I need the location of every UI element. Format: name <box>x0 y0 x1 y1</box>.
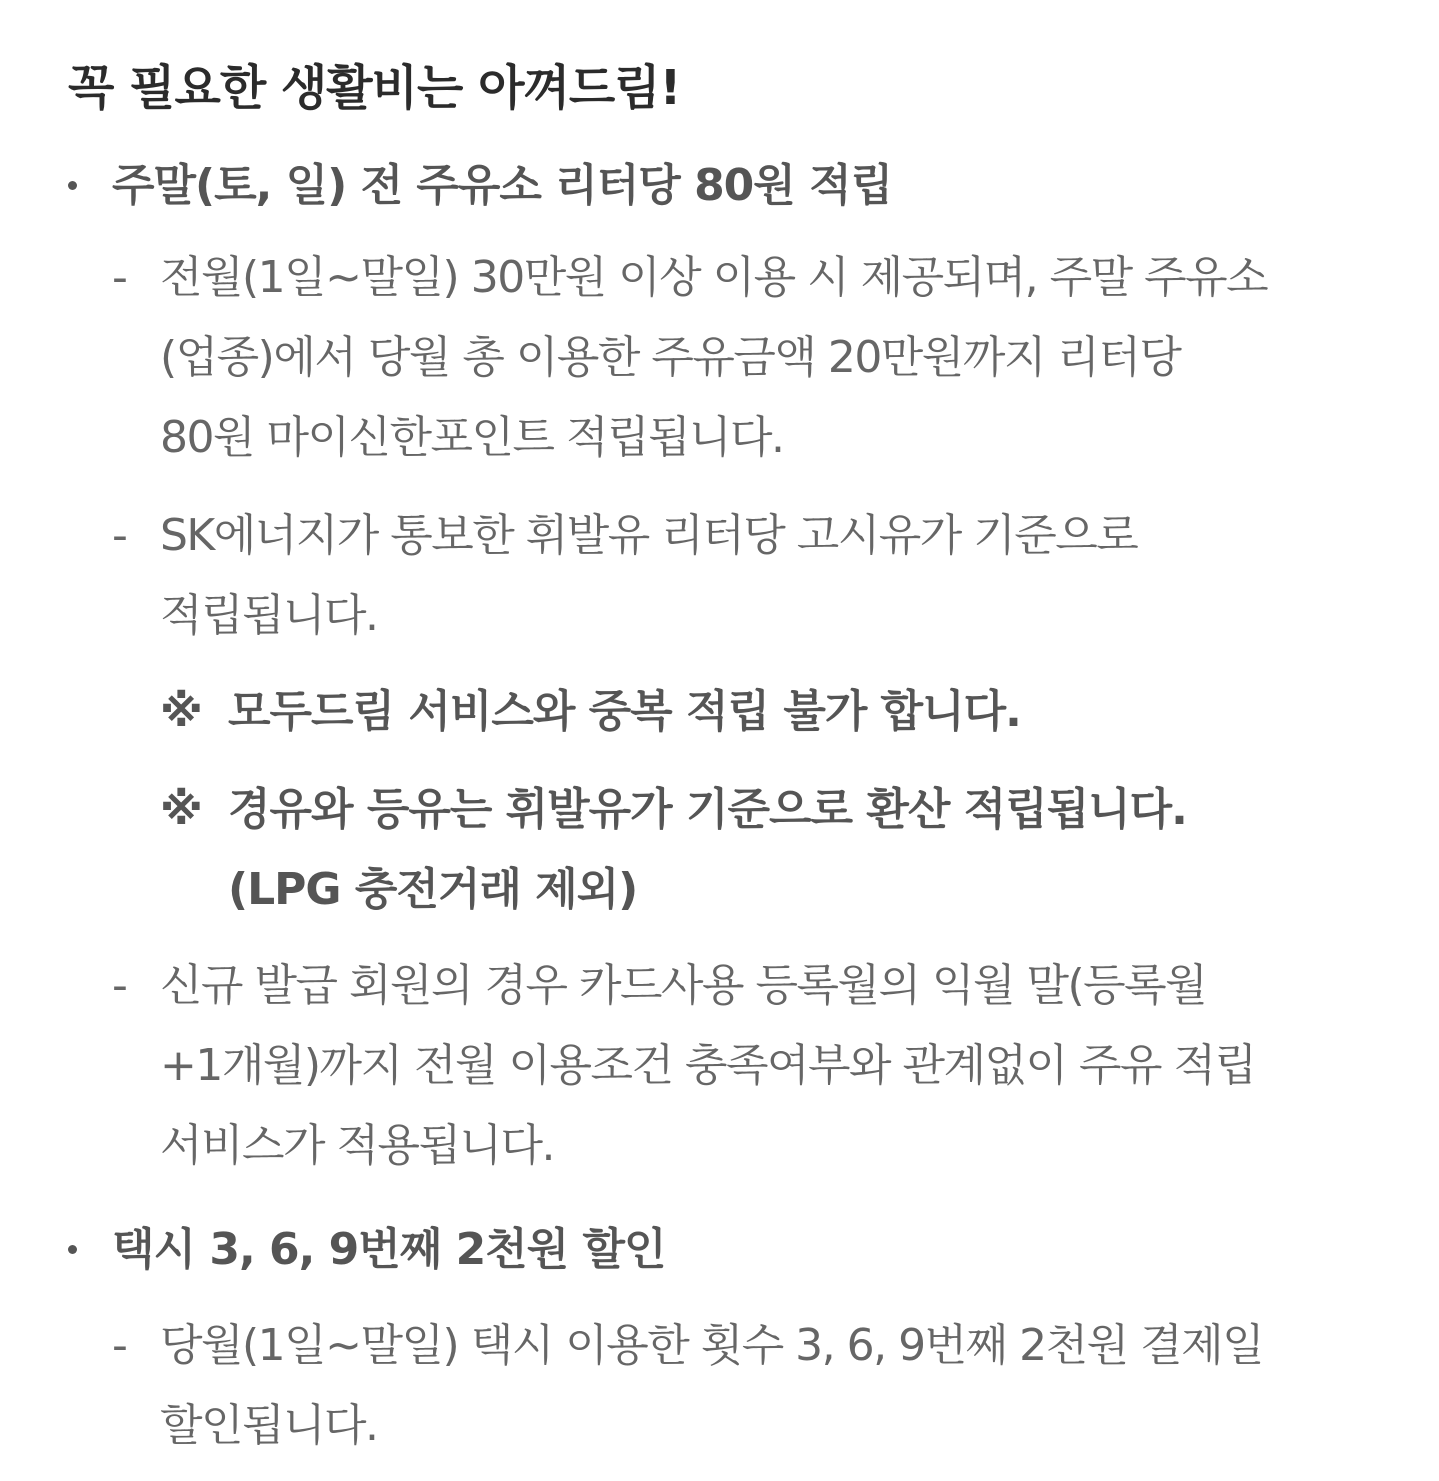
item-line: 80원 마이신한포인트 적립됩니다. <box>160 412 784 463</box>
item-line: 당월(1일~말일) 택시 이용한 횟수 3, 6, 9번째 2천원 결제일 <box>160 1320 1264 1371</box>
section-heading-text: 주말(토, 일) 전 주유소 리터당 80원 적립 <box>112 160 893 211</box>
item-line: +1개월)까지 전월 이용조건 충족여부와 관계없이 주유 적립 <box>160 1040 1256 1091</box>
item-line: 서비스가 적용됩니다. <box>160 1120 555 1171</box>
page-title: 꼭 필요한 생활비는 아껴드림! <box>68 60 681 116</box>
item-line: 적립됩니다. <box>160 590 378 641</box>
item-line: 신규 발급 회원의 경우 카드사용 등록월의 익월 말(등록월 <box>160 960 1207 1011</box>
dash-marker: - <box>112 510 127 561</box>
note-line: 모두드림 서비스와 중복 적립 불가 합니다. <box>228 686 1021 737</box>
item-line: SK에너지가 통보한 휘발유 리터당 고시유가 기준으로 <box>160 510 1138 561</box>
section-heading-text: 택시 3, 6, 9번째 2천원 할인 <box>112 1224 666 1275</box>
dash-marker: - <box>112 960 127 1011</box>
dash-marker: - <box>112 252 127 303</box>
item-line: 할인됩니다. <box>160 1400 378 1451</box>
bullet-dot <box>68 181 77 190</box>
note-mark: ※ <box>160 686 202 737</box>
item-line: 전월(1일~말일) 30만원 이상 이용 시 제공되며, 주말 주유소 <box>160 252 1268 303</box>
bullet-dot <box>68 1245 77 1254</box>
item-line: (업종)에서 당월 총 이용한 주유금액 20만원까지 리터당 <box>160 332 1181 383</box>
note-mark: ※ <box>160 784 202 835</box>
note-line: (LPG 충전거래 제외) <box>228 864 638 915</box>
note-line: 경유와 등유는 휘발유가 기준으로 환산 적립됩니다. <box>228 784 1187 835</box>
dash-marker: - <box>112 1320 127 1371</box>
